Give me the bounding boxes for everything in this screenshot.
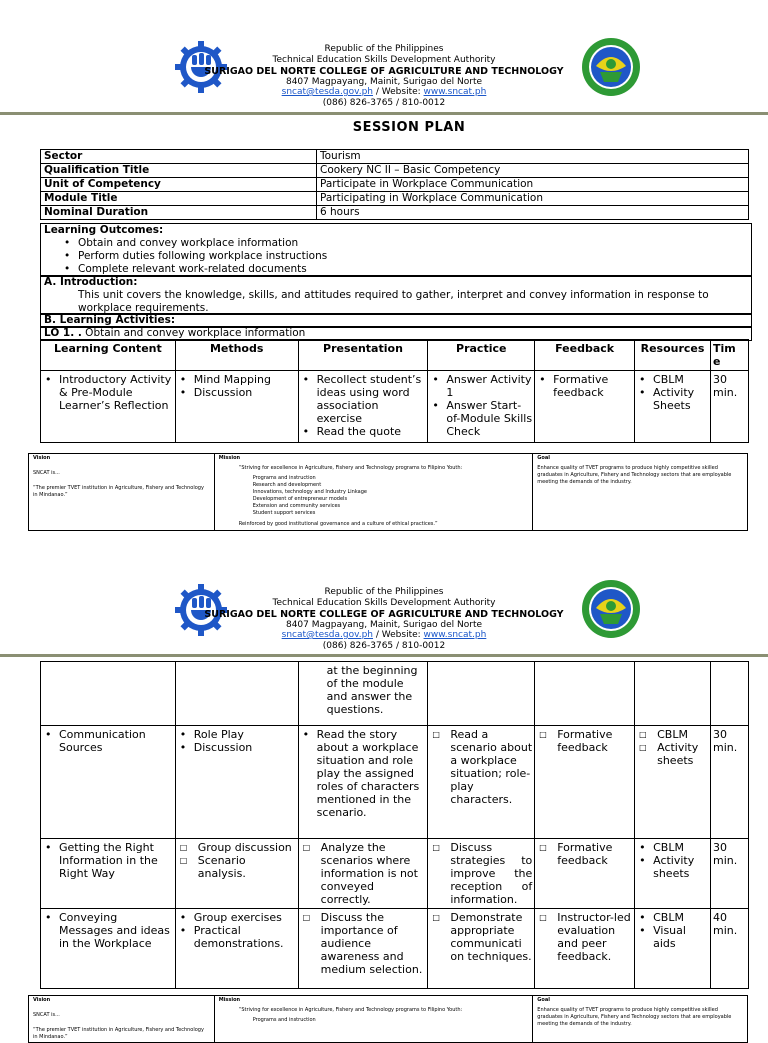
goal-heading: Goal (537, 455, 550, 461)
info-row (41, 150, 749, 164)
time-cell: 30 min. (711, 839, 749, 909)
mission-item: Programs and instruction (252, 475, 316, 481)
table-row (41, 839, 749, 909)
method-item: • Role Play (178, 728, 296, 741)
practice-item: □ Discuss strategies to improve the reception of information. (430, 841, 532, 906)
resource-item: • CBLM (637, 911, 708, 924)
info-key: Unit of Competency (41, 178, 317, 192)
mission-item: Extension and community services (252, 503, 341, 509)
website-label: / Website: (373, 630, 424, 640)
info-key: Sector (41, 150, 317, 164)
column-header: Methods (175, 340, 298, 371)
header-address: 8407 Magpayang, Mainit, Surigao del Norte (285, 77, 483, 87)
intro-heading: A. Introduction: (44, 276, 138, 288)
info-key: Module Title (41, 192, 317, 206)
page-title: SESSION PLAN (352, 120, 466, 135)
outcomes-list (62, 237, 751, 276)
mission-text: “Striving for excellence in Agriculture, Fishery and Technology programs to Filipino Youth: (238, 1007, 463, 1013)
info-value: Tourism (317, 150, 749, 164)
resource-item: • Activity sheets (637, 854, 708, 880)
vision-text: SNCAT is... (33, 1012, 60, 1018)
time-cell: 30 min. (711, 726, 749, 839)
intro-text: This unit covers the knowledge, skills, and attitudes required to gather, interpret and convey information in response to workplace requirements. (78, 289, 709, 314)
column-header: Presentation (298, 340, 428, 371)
column-header: Practice (428, 340, 535, 371)
lo-label: LO 1. . (44, 327, 82, 339)
goal-cell (533, 454, 748, 531)
header-agency: Technical Education Skills Development Authority (272, 598, 496, 608)
mission-item: Research and development (252, 482, 322, 488)
method-item: □ Scenario analysis. (178, 854, 296, 880)
header-contact-line (0, 87, 768, 98)
list-item: • Perform duties following workplace instructions (62, 250, 751, 263)
goal-heading: Goal (537, 997, 550, 1003)
feedback-item: □ Formative feedback (537, 728, 632, 754)
introduction-section (40, 275, 752, 315)
vision-cell (29, 454, 215, 531)
presentation-item: □ Analyze the scenarios where information is not conveyed correctly. (301, 841, 426, 906)
practice-item: □ Read a scenario about a workplace situation; role-play characters. (430, 728, 532, 806)
mission-cell (214, 996, 533, 1043)
content-cell: • Introductory Activity & Pre-Module Learner’s Reflection (43, 373, 173, 412)
goal-text: Enhance quality of TVET programs to produce highly competitive skilled graduates in Agriculture, Fishery and Technology sectors that are employable meeting the demands of the industry. (537, 1007, 732, 1027)
table-header-row (41, 340, 749, 371)
website-label: / Website: (373, 87, 424, 97)
resource-item: □ Activity sheets (637, 741, 708, 767)
resource-item: • CBLM (637, 373, 708, 386)
resource-item: • Visual aids (637, 924, 708, 950)
vision-text: SNCAT is... (33, 470, 60, 476)
header-college: SURIGAO DEL NORTE COLLEGE OF AGRICULTURE AND TECHNOLOGY (204, 609, 564, 620)
mission-heading: Mission (218, 455, 241, 461)
content-cell: • Getting the Right Information in the Right Way (43, 841, 173, 880)
info-value: Participate in Workplace Communication (317, 178, 749, 192)
column-header: Learning Content (41, 340, 176, 371)
column-header: Feedback (535, 340, 635, 371)
list-item: • Obtain and convey workplace information (62, 237, 751, 250)
feedback-item: • Formative feedback (537, 373, 632, 399)
header-address: 8407 Magpayang, Mainit, Surigao del Norte (285, 620, 483, 630)
email-link[interactable]: sncat@tesda.gov.ph (281, 87, 374, 97)
resource-item: • Activity Sheets (637, 386, 708, 412)
practice-item: □ Demonstrate appropriate communicati on techniques. (430, 911, 532, 963)
mission-heading: Mission (218, 997, 241, 1003)
info-key: Nominal Duration (41, 206, 317, 220)
table-row (41, 662, 749, 726)
header-republic: Republic of the Philippines (324, 44, 444, 54)
header-agency: Technical Education Skills Development Authority (272, 55, 496, 65)
website-link[interactable]: www.sncat.ph (423, 87, 487, 97)
list-item: • Complete relevant work-related documents (62, 263, 751, 276)
info-table (40, 149, 749, 220)
footer-vmg-page1 (28, 453, 748, 531)
presentation-continued: at the beginning of the module and answer the questions. (298, 662, 428, 726)
header-college: SURIGAO DEL NORTE COLLEGE OF AGRICULTURE AND TECHNOLOGY (204, 66, 564, 77)
practice-item: • Answer Start-of-Module Skills Check (430, 399, 532, 438)
info-value: Participating in Workplace Communication (317, 192, 749, 206)
mission-item: Innovations, technology and Industry Linkage (252, 489, 367, 495)
lo-text: Obtain and convey workplace information (81, 327, 306, 339)
presentation-item: • Recollect student’s ideas using word association exercise (301, 373, 426, 425)
method-item: • Group exercises (178, 911, 296, 924)
resource-item: □ CBLM (637, 728, 708, 741)
vision-text: “The premier TVET institution in Agriculture, Fishery and Technology in Mindanao.” (33, 1027, 204, 1040)
time-cell: 40 min. (711, 909, 749, 989)
info-row (41, 164, 749, 178)
vision-heading: Vision (33, 455, 51, 461)
header-phone: (086) 826-3765 / 810-0012 (322, 98, 446, 108)
presentation-item: • Read the story about a workplace situation and role play the assigned roles of characters mentioned in the scenario. (301, 728, 426, 819)
column-header: Tim e (710, 340, 748, 371)
method-item: • Discussion (178, 741, 296, 754)
session-table-page1 (40, 339, 749, 443)
footer-vmg-page2 (28, 995, 748, 1043)
info-row (41, 206, 749, 220)
feedback-item: □ Formative feedback (537, 841, 632, 867)
email-link[interactable]: sncat@tesda.gov.ph (281, 630, 374, 640)
resource-item: • CBLM (637, 841, 708, 854)
learning-outcomes (40, 223, 752, 277)
feedback-item: □ Instructor-led evaluation and peer feedback. (537, 911, 632, 963)
info-value: Cookery NC II – Basic Competency (317, 164, 749, 178)
info-value: 6 hours (317, 206, 749, 220)
session-table-page2 (40, 661, 749, 989)
mission-item: Development of entrepreneur models (252, 496, 348, 502)
table-row (41, 371, 749, 443)
header-divider (0, 112, 768, 115)
info-row (41, 178, 749, 192)
method-item: • Practical demonstrations. (178, 924, 296, 950)
time-cell: 30 min. (710, 371, 748, 443)
mission-cell (214, 454, 533, 531)
method-item: • Discussion (178, 386, 296, 399)
activities-heading: B. Learning Activities: (40, 313, 752, 328)
content-cell: • Communication Sources (43, 728, 173, 754)
goal-cell (533, 996, 748, 1043)
vision-text: “The premier TVET institution in Agriculture, Fishery and Technology in Mindanao.” (33, 485, 204, 498)
table-row (41, 726, 749, 839)
table-row (41, 909, 749, 989)
content-cell: • Conveying Messages and ideas in the Workplace (43, 911, 173, 950)
mission-item: Programs and instruction (252, 1017, 316, 1023)
vision-cell (29, 996, 215, 1043)
mission-text: “Striving for excellence in Agriculture, Fishery and Technology programs to Filipino Youth: (238, 465, 463, 471)
header-divider (0, 654, 768, 657)
column-header: Resources (635, 340, 711, 371)
vision-heading: Vision (33, 997, 51, 1003)
header-republic: Republic of the Philippines (324, 587, 444, 597)
info-key: Qualification Title (41, 164, 317, 178)
header-phone: (086) 826-3765 / 810-0012 (322, 641, 446, 651)
header-contact-line (0, 630, 768, 641)
presentation-item: □ Discuss the importance of audience awareness and medium selection. (301, 911, 426, 976)
mission-item: Student support services (252, 510, 316, 516)
goal-text: Enhance quality of TVET programs to produce highly competitive skilled graduates in Agriculture, Fishery and Technology sectors that are employable meeting the demands of the industry. (537, 465, 732, 485)
mission-text: Reinforced by good institutional governance and a culture of ethical practices.” (238, 521, 438, 527)
presentation-item: • Read the quote (301, 425, 426, 438)
outcomes-heading: Learning Outcomes: (44, 224, 164, 236)
practice-item: • Answer Activity 1 (430, 373, 532, 399)
website-link[interactable]: www.sncat.ph (423, 630, 487, 640)
info-row (41, 192, 749, 206)
method-item: • Mind Mapping (178, 373, 296, 386)
method-item: □ Group discussion (178, 841, 296, 854)
